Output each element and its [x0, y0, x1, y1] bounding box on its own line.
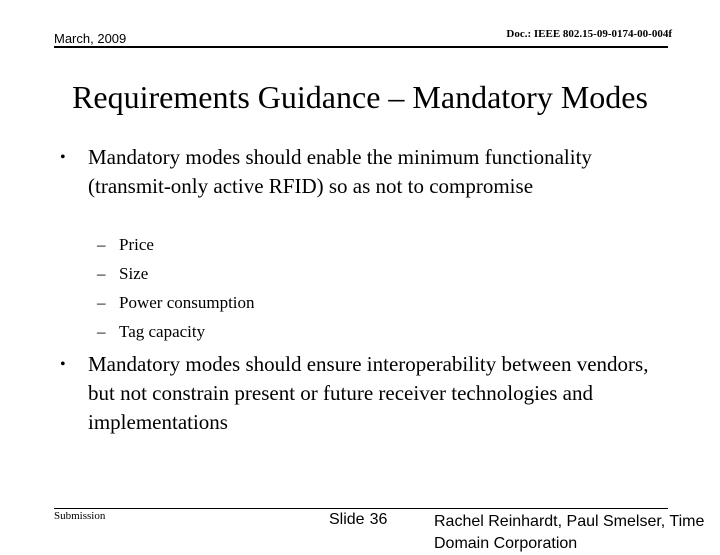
header-date: March, 2009	[54, 31, 127, 46]
header-doc-id: Doc.: IEEE 802.15-09-0174-00-004f	[506, 28, 672, 40]
sub-bullet-item	[97, 317, 597, 346]
footer-submission: Submission	[54, 510, 106, 522]
bullet-marker: •	[60, 149, 66, 166]
sub-bullet-item	[97, 259, 597, 288]
sub-bullet-text: Price	[119, 235, 154, 254]
slide-number: 36	[369, 511, 388, 528]
footer-divider	[54, 508, 668, 509]
sub-bullet-marker: –	[97, 322, 106, 341]
bullet-marker: •	[60, 356, 66, 373]
sub-bullet-marker: –	[97, 235, 106, 254]
sub-bullet-text: Tag capacity	[119, 322, 206, 341]
bullet-text: Mandatory modes should enable the minimum functionality (transmit-only active RFID) so as not to compromise	[88, 145, 592, 198]
header-divider	[54, 46, 668, 48]
sub-bullet-item	[97, 230, 597, 259]
footer-authors: Rachel Reinhardt, Paul Smelser, Time Domain Corporation	[434, 513, 705, 552]
sub-bullet-text: Size	[119, 264, 149, 283]
sub-bullet-text: Power consumption	[119, 293, 255, 312]
bullet-item	[60, 350, 660, 437]
footer-slide-number	[329, 511, 387, 529]
slide-title: Requirements Guidance – Mandatory Modes	[72, 79, 648, 115]
sub-bullet-marker: –	[97, 264, 106, 283]
bullet-item	[60, 143, 660, 201]
sub-bullet-list	[97, 230, 597, 346]
bullet-text: Mandatory modes should ensure interoperability between vendors, but not constrain present or future receiver technologies and implementations	[88, 352, 649, 434]
sub-bullet-item	[97, 288, 597, 317]
sub-bullet-marker: –	[97, 293, 106, 312]
slide-label: Slide	[329, 511, 365, 528]
